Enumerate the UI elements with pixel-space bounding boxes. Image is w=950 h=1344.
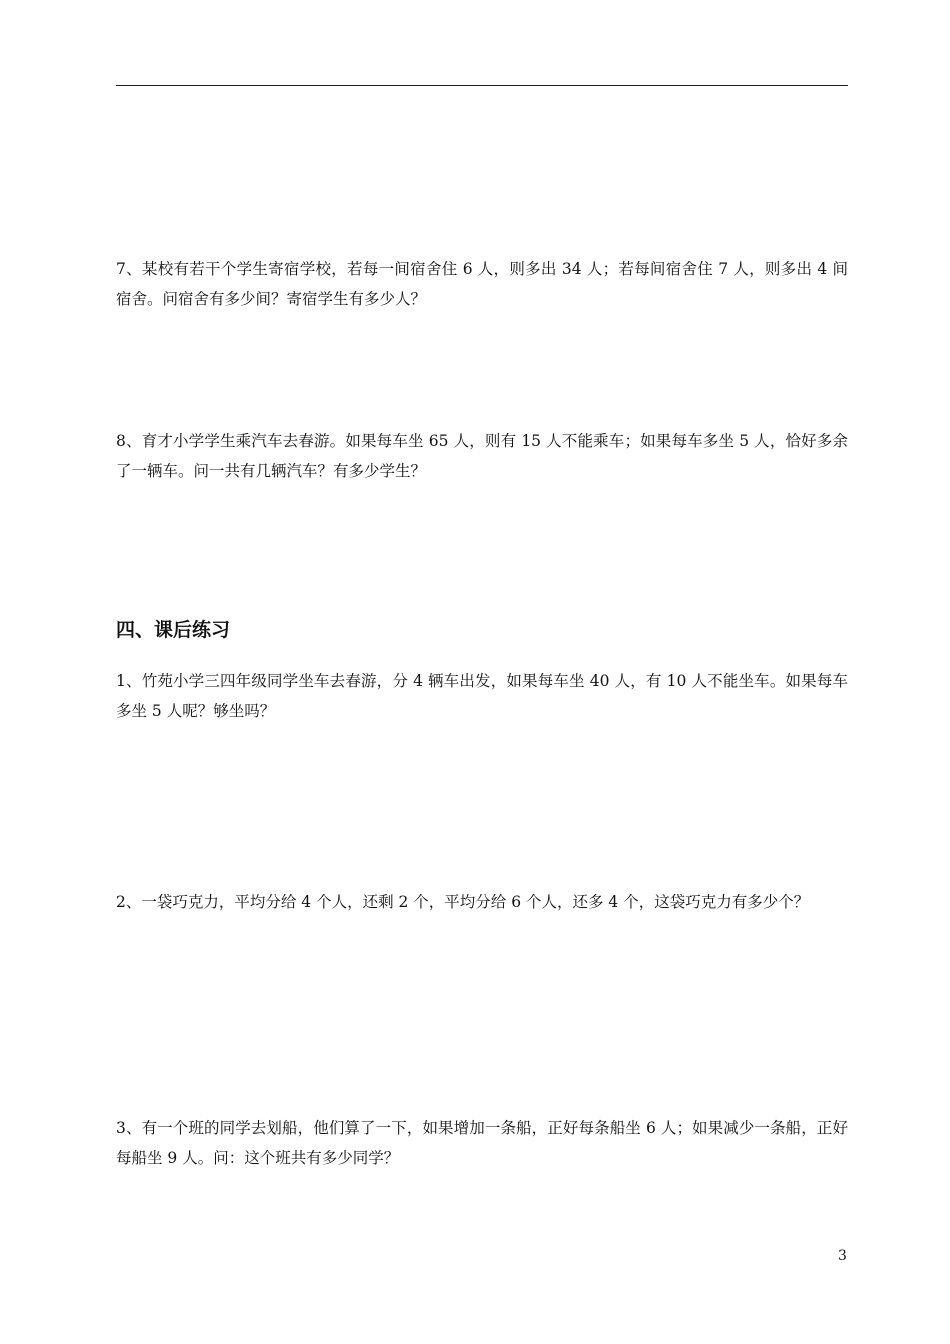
section-heading: 四、课后练习 (116, 619, 231, 641)
exercise-3: 3、有一个班的同学去划船，他们算了一下，如果增加一条船，正好每条船坐 6 人；如果减少一条船，正好每船坐 9 人。问：这个班共有多少同学？ (116, 1119, 848, 1167)
page-number: 3 (838, 1248, 847, 1264)
problem-7: 7、某校有若干个学生寄宿学校，若每一间宿舍住 6 人，则多出 34 人；若每间宿舍住 7 人，则多出 4 间宿舍。问宿舍有多少间？寄宿学生有多少人？ (116, 260, 848, 308)
exercise-1: 1、竹苑小学三四年级同学坐车去春游，分 4 辆车出发，如果每车坐 40 人，有 10 人不能坐车。如果每车多坐 5 人呢？够坐吗？ (116, 672, 848, 720)
header-rule (116, 85, 848, 86)
exercise-2: 2、一袋巧克力，平均分给 4 个人，还剩 2 个，平均分给 6 个人，还多 4 个，这袋巧克力有多少个？ (116, 893, 810, 911)
problem-8: 8、育才小学学生乘汽车去春游。如果每车坐 65 人，则有 15 人不能乘车；如果每车多坐 5 人，恰好多余了一辆车。问一共有几辆汽车？有多少学生？ (116, 432, 848, 480)
